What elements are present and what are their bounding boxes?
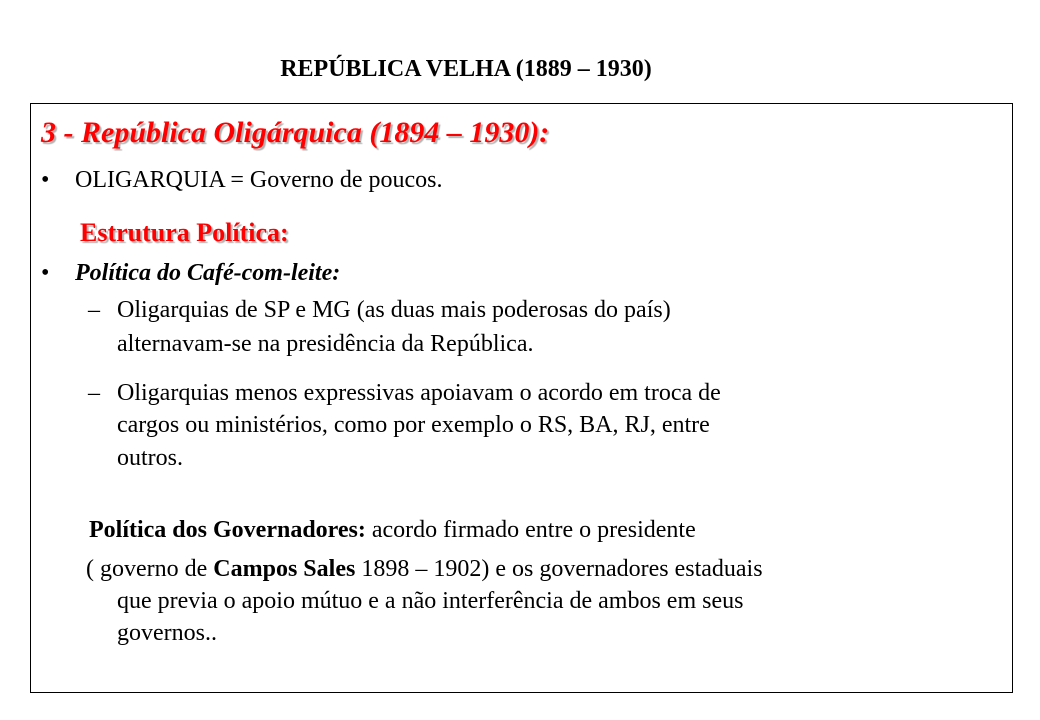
content-box <box>30 103 1013 693</box>
slide-title-text: REPÚBLICA VELHA (1889 – 1930) <box>280 56 652 82</box>
estrutura-politica-heading: Estrutura Política: <box>80 218 289 247</box>
governadores-line-1 <box>89 516 696 544</box>
bullet-marker: • <box>41 260 50 286</box>
governadores-line-3: que previa o apoio mútuo e a não interferência de ambos em seus <box>117 588 744 614</box>
governadores-label: Política dos Governadores: <box>89 517 366 543</box>
campos-sales-name: Campos Sales <box>213 556 356 582</box>
cafe-com-leite-point-2-line-2: cargos ou ministérios, como por exemplo o RS, BA, RJ, entre <box>117 412 710 438</box>
governadores-text-1: acordo firmado entre o presidente <box>365 517 696 543</box>
cafe-com-leite-point-2-line-1: Oligarquias menos expressivas apoiavam o acordo em troca de <box>117 380 721 406</box>
dash-marker: – <box>88 380 100 406</box>
governadores-line-4: governos.. <box>117 620 217 646</box>
cafe-com-leite-heading: Política do Café-com-leite: <box>75 260 341 286</box>
cafe-com-leite-point-2-line-3: outros. <box>117 445 183 471</box>
governadores-line-2 <box>86 555 763 583</box>
governadores-text-2a: ( governo de <box>86 556 214 582</box>
cafe-com-leite-point-1-line-2: alternavam-se na presidência da República. <box>117 331 534 357</box>
governadores-text-2c: 1898 – 1902) e os governadores estaduais <box>355 556 763 582</box>
cafe-com-leite-point-1-line-1: Oligarquias de SP e MG (as duas mais poderosas do país) <box>117 297 671 323</box>
oligarquia-definition: OLIGARQUIA = Governo de poucos. <box>75 167 443 193</box>
slide-title <box>0 54 1040 84</box>
section-heading: 3 - República Oligárquica (1894 – 1930): <box>41 116 550 149</box>
bullet-marker: • <box>41 167 50 193</box>
dash-marker: – <box>88 297 100 323</box>
